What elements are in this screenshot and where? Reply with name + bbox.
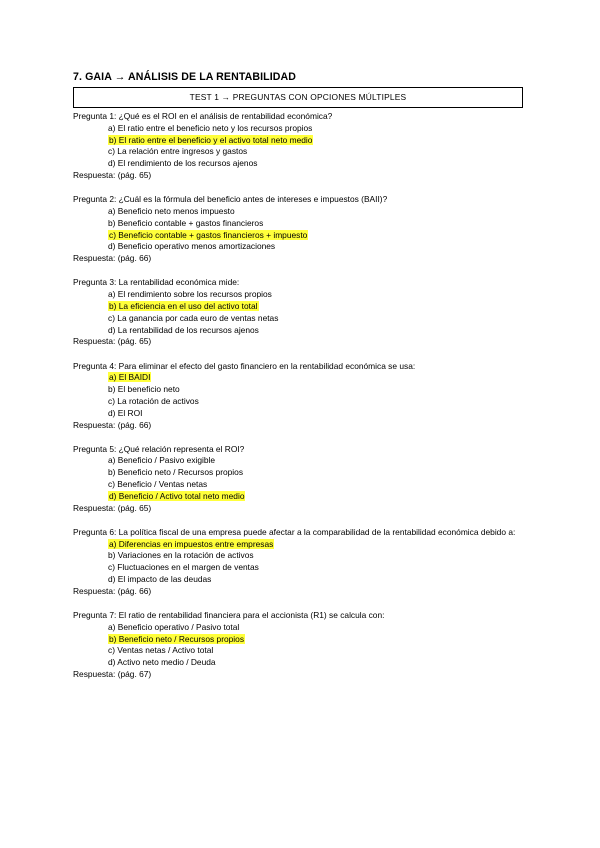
option-item	[108, 158, 533, 170]
question-text: Pregunta 7: El ratio de rentabilidad financiera para el accionista (R1) se calcula con:	[73, 610, 385, 621]
option-item	[108, 622, 533, 634]
question-list	[73, 111, 533, 693]
option-label: b) La eficiencia en el uso del activo total	[109, 300, 258, 311]
option-label: b) Beneficio contable + gastos financieros	[108, 217, 264, 228]
option-item-highlighted	[108, 634, 533, 646]
answer-reference: Respuesta: (pág. 66)	[73, 419, 152, 430]
option-label: d) El ROI	[108, 407, 143, 418]
option-item	[108, 396, 533, 408]
option-item	[108, 574, 533, 586]
option-item-highlighted	[108, 372, 533, 384]
answer-reference: Respuesta: (pág. 65)	[73, 502, 152, 513]
option-item	[108, 146, 533, 158]
question-text: Pregunta 6: La política fiscal de una empresa puede afectar a la comparabilidad de la rentabilidad económica debido a:	[73, 526, 516, 537]
option-item-highlighted	[108, 301, 533, 313]
option-label: a) El BAIDI	[109, 372, 151, 383]
option-item	[108, 218, 533, 230]
option-item	[108, 241, 533, 253]
option-list	[73, 289, 533, 336]
option-label: d) Beneficio operativo menos amortizaciones	[108, 241, 276, 252]
option-item-highlighted	[108, 135, 533, 147]
option-list	[73, 206, 533, 253]
answer-reference: Respuesta: (pág. 65)	[73, 169, 152, 180]
option-item	[108, 657, 533, 669]
answer-reference: Respuesta: (pág. 67)	[73, 669, 152, 680]
option-item	[108, 408, 533, 420]
question-block	[73, 111, 533, 182]
test-header-box: TEST 1 → PREGUNTAS CON OPCIONES MÚLTIPLES	[73, 87, 523, 108]
option-label: d) El rendimiento de los recursos ajenos	[108, 158, 258, 169]
question-block	[73, 444, 533, 515]
option-label: a) Beneficio neto menos impuesto	[108, 205, 235, 216]
option-label: d) La rentabilidad de los recursos ajenos	[108, 324, 259, 335]
option-item	[108, 123, 533, 135]
option-label: b) Beneficio neto / Recursos propios	[108, 467, 244, 478]
option-label: a) El ratio entre el beneficio neto y los recursos propios	[108, 122, 313, 133]
option-label: c) Beneficio contable + gastos financieros + impuesto	[109, 229, 308, 240]
question-block	[73, 277, 533, 348]
option-label: c) La ganancia por cada euro de ventas netas	[108, 312, 279, 323]
option-label: d) Activo neto medio / Deuda	[108, 657, 216, 668]
option-label: a) Beneficio / Pasivo exigible	[108, 455, 216, 466]
option-label: c) La relación entre ingresos y gastos	[108, 146, 248, 157]
option-item	[108, 455, 533, 467]
option-item-highlighted	[108, 491, 533, 503]
question-block	[73, 527, 533, 598]
option-item	[108, 325, 533, 337]
option-label: d) El impacto de las deudas	[108, 574, 212, 585]
question-text: Pregunta 4: Para eliminar el efecto del gasto financiero en la rentabilidad económica se usa:	[73, 360, 416, 371]
option-item	[108, 313, 533, 325]
question-text: Pregunta 1: ¿Qué es el ROI en el análisis de rentabilidad económica?	[73, 111, 333, 121]
option-label: b) Variaciones en la rotación de activos	[108, 550, 254, 561]
answer-reference: Respuesta: (pág. 66)	[73, 585, 152, 596]
option-list	[73, 622, 533, 669]
option-label: d) Beneficio / Activo total neto medio	[109, 490, 245, 501]
option-item	[108, 289, 533, 301]
option-list	[73, 123, 533, 170]
option-list	[73, 372, 533, 419]
option-label: a) El rendimiento sobre los recursos propios	[108, 289, 272, 300]
option-list	[73, 455, 533, 502]
option-item	[108, 384, 533, 396]
answer-reference: Respuesta: (pág. 65)	[73, 336, 152, 347]
question-text: Pregunta 3: La rentabilidad económica mide:	[73, 277, 240, 288]
question-block	[73, 361, 533, 432]
option-item	[108, 645, 533, 657]
question-block	[73, 194, 533, 265]
question-text: Pregunta 5: ¿Qué relación representa el ROI?	[73, 443, 245, 454]
option-list	[73, 539, 533, 586]
option-item	[108, 550, 533, 562]
option-label: a) Beneficio operativo / Pasivo total	[108, 621, 240, 632]
option-item	[108, 479, 533, 491]
option-label: b) Beneficio neto / Recursos propios	[109, 633, 245, 644]
option-label: c) Ventas netas / Activo total	[108, 645, 214, 656]
section-title: 7. GAIA → ANÁLISIS DE LA RENTABILIDAD	[73, 71, 297, 83]
option-label: b) El beneficio neto	[108, 384, 180, 395]
option-item	[108, 206, 533, 218]
question-text: Pregunta 2: ¿Cuál es la fórmula del beneficio antes de intereses e impuestos (BAII)?	[73, 194, 388, 205]
option-label: b) El ratio entre el beneficio y el activo total neto medio	[109, 134, 313, 145]
option-label: c) Beneficio / Ventas netas	[108, 479, 208, 490]
option-label: c) Fluctuaciones en el margen de ventas	[108, 562, 259, 573]
option-label: a) Diferencias en impuestos entre empresas	[109, 538, 274, 549]
answer-reference: Respuesta: (pág. 66)	[73, 253, 152, 264]
option-item	[108, 562, 533, 574]
question-block	[73, 610, 533, 681]
option-item-highlighted	[108, 539, 533, 551]
option-label: c) La rotación de activos	[108, 395, 199, 406]
option-item-highlighted	[108, 230, 533, 242]
option-item	[108, 467, 533, 479]
